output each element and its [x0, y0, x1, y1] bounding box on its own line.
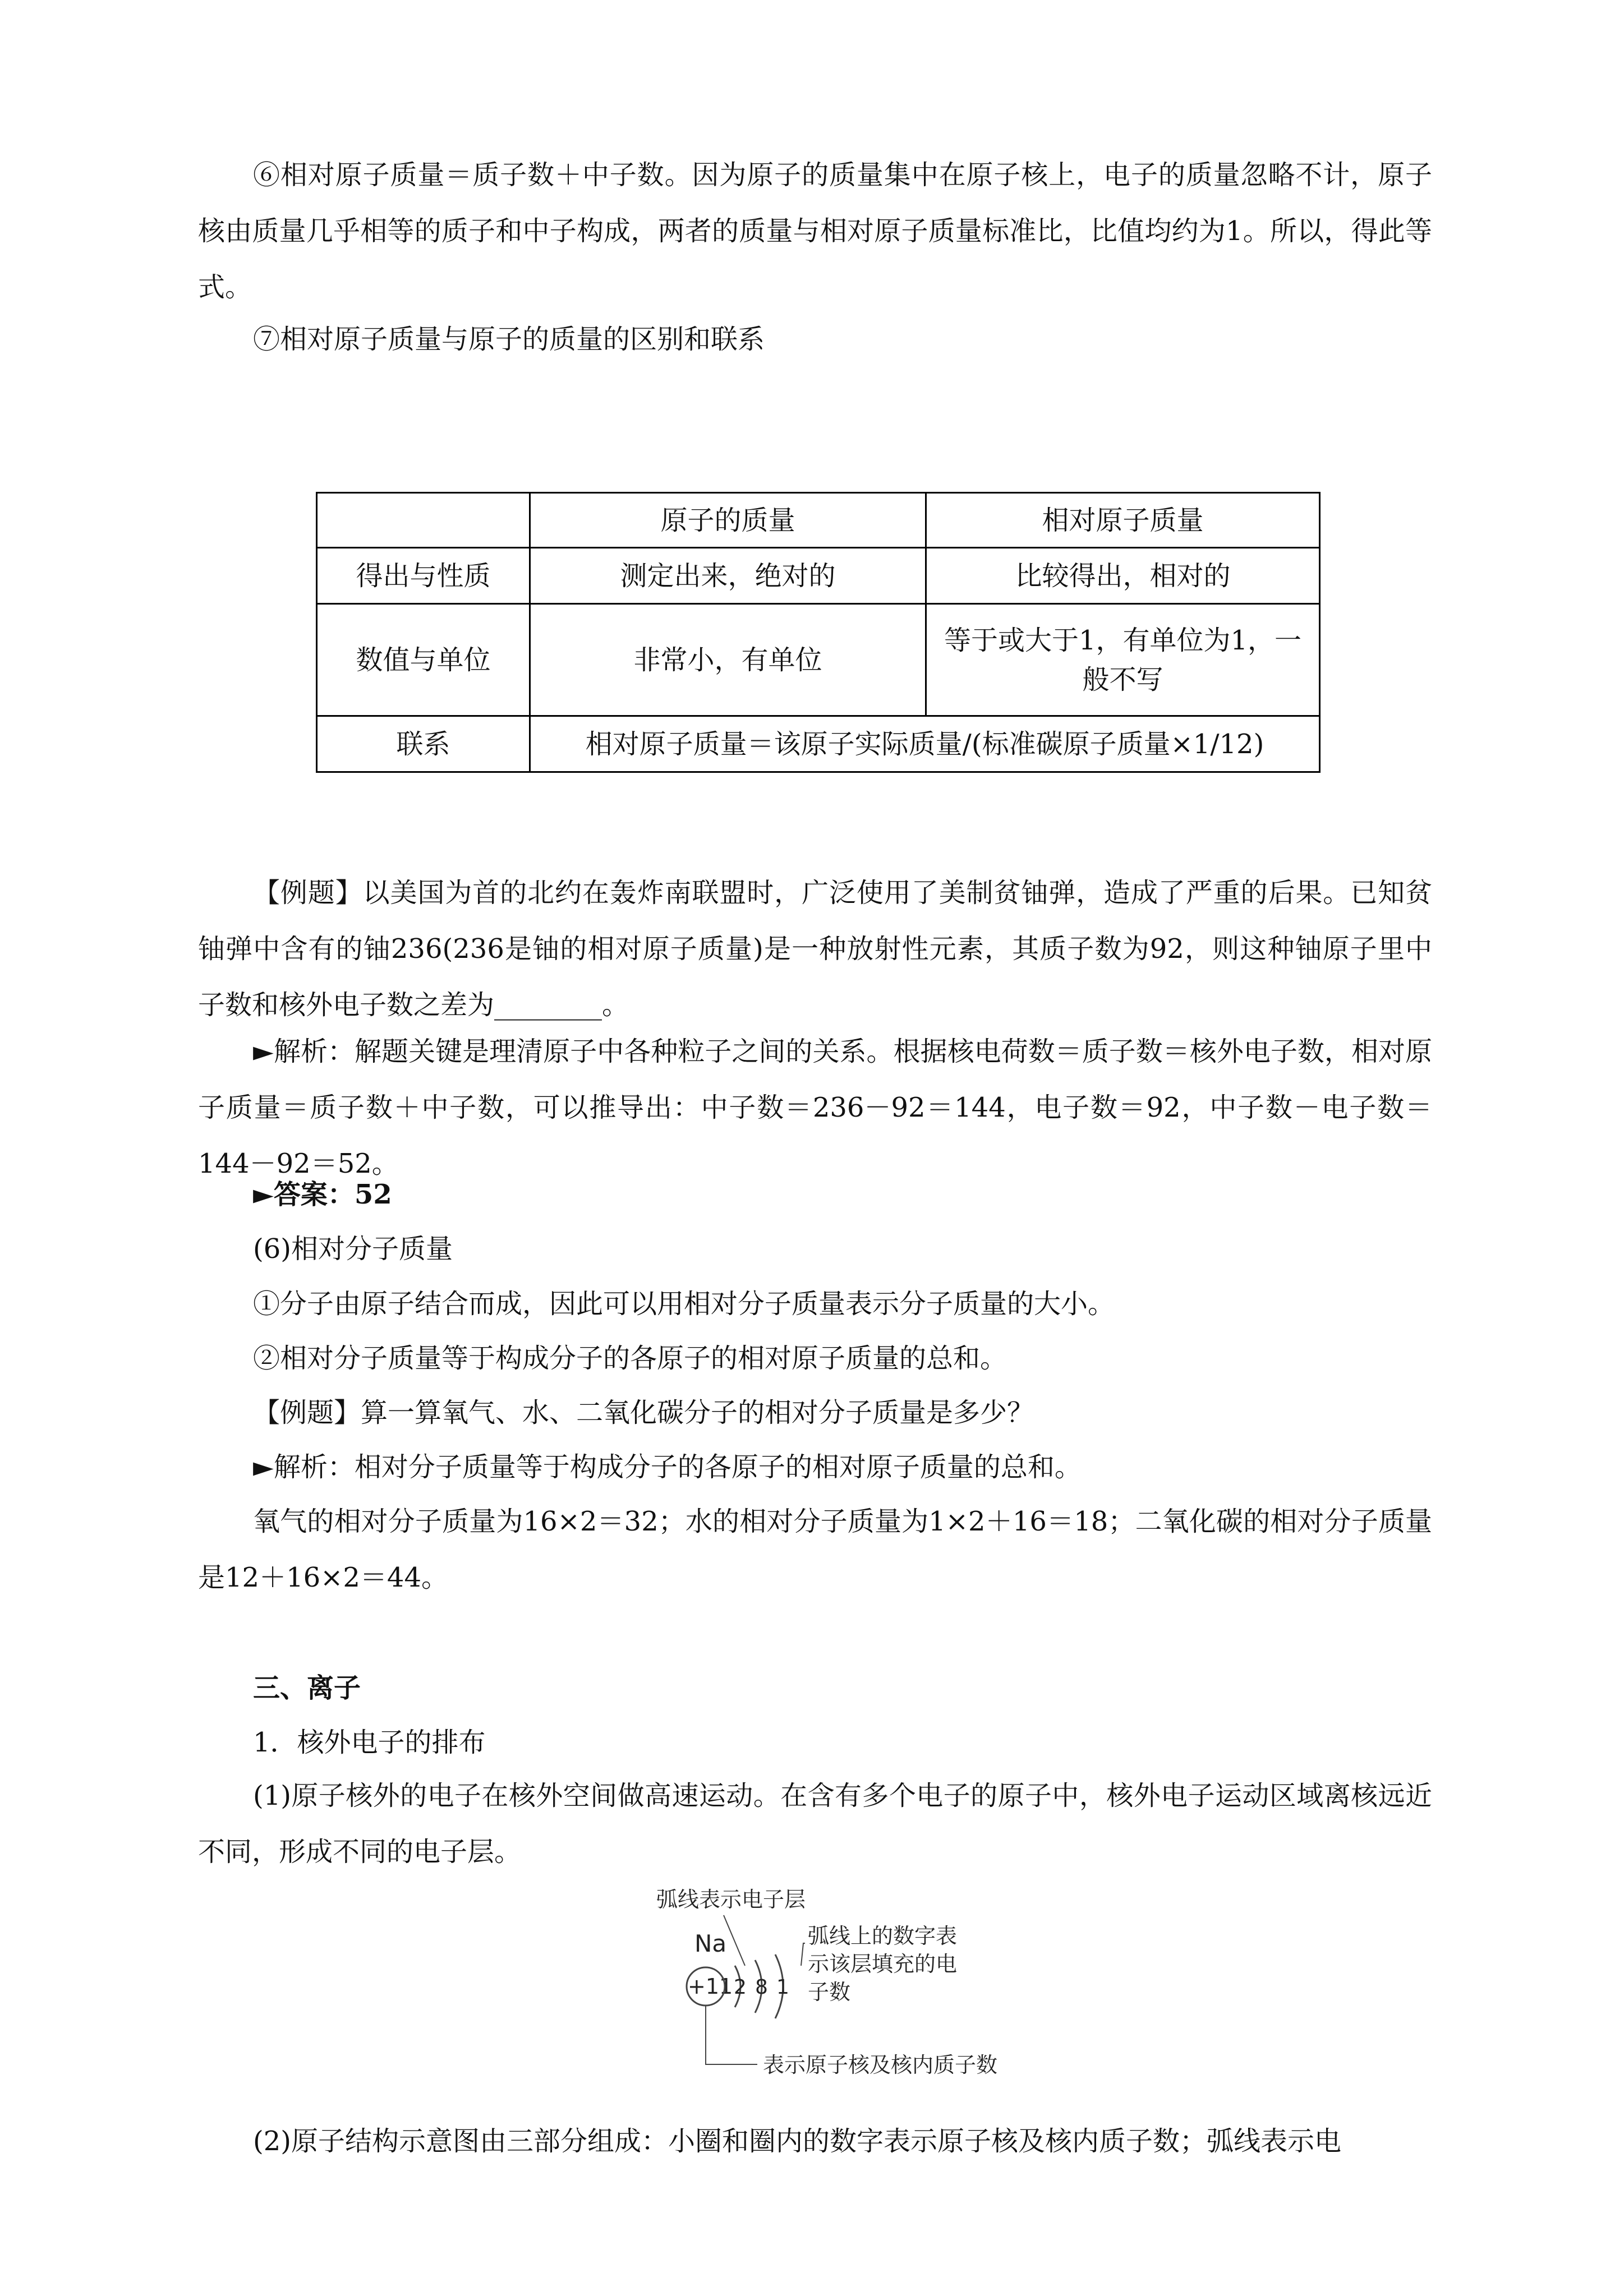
atomic-structure-diagram	[651, 1882, 1077, 2083]
calculation-molecular-mass: 氧气的相对分子质量为16×2＝32；水的相对分子质量为1×2＋16＝18；二氧化碳的相对分子质量是12＋16×2＝44。	[198, 1506, 1432, 1593]
table-row	[317, 493, 1320, 548]
section-ions-title: 三、离子	[253, 1672, 361, 1704]
point-molecule-from-atoms: ①分子由原子结合而成，因此可以用相对分子质量表示分子质量的大小。	[253, 1288, 1115, 1320]
table-cell	[317, 493, 530, 548]
label-arc-electron-layer: 弧线表示电子层	[656, 1887, 806, 1912]
label-shell-number-line3: 子数	[808, 1980, 851, 2004]
section-relative-molecular-mass: (6)相对分子质量	[253, 1233, 453, 1265]
pointer-line	[724, 1915, 745, 1966]
table-cell: 数值与单位	[317, 604, 530, 716]
table-cell: 等于或大于1，有单位为1，一般不写	[926, 604, 1320, 716]
label-nucleus: 表示原子核及核内质子数	[763, 2053, 998, 2077]
table-cell: 原子的质量	[530, 493, 926, 548]
paragraph-structure-diagram: (2)原子结构示意图由三部分组成：小圈和圈内的数字表示原子核及核内质子数；弧线表示电	[253, 2126, 1341, 2157]
nucleus-label: +11	[688, 1974, 733, 1999]
element-symbol: Na	[694, 1930, 727, 1957]
label-shell-number-line1: 弧线上的数字表	[808, 1924, 958, 1948]
table-cell: 相对原子质量＝该原子实际质量/(标准碳原子质量×1/12)	[530, 716, 1320, 772]
shell-electron-count: 2	[734, 1976, 747, 1999]
table-cell: 相对原子质量	[926, 493, 1320, 548]
analysis-molecular-mass: ►解析：相对分子质量等于构成分子的各原子的相对原子质量的总和。	[253, 1451, 1082, 1483]
example-molecular-mass: 【例题】算一算氧气、水、二氧化碳分子的相对分子质量是多少？	[253, 1397, 1034, 1428]
paragraph-electron-layers: (1)原子核外的电子在核外空间做高速运动。在含有多个电子的原子中，核外电子运动区域离核远近不同，形成不同的电子层。	[198, 1780, 1432, 1868]
shell-electron-count: 8	[755, 1976, 768, 1999]
subsection-electron-arrangement: 1．核外电子的排布	[253, 1727, 486, 1758]
table-cell: 联系	[317, 716, 530, 772]
label-shell-number-line2: 示该层填充的电	[808, 1952, 958, 1976]
shell-electron-count: 1	[776, 1976, 789, 1999]
table-row	[317, 716, 1320, 772]
paragraph-relative-atomic-mass-equation: ⑥相对原子质量＝质子数＋中子数。因为原子的质量集中在原子核上，电子的质量忽略不计，原子核由质量几乎相等的质子和中子构成，两者的质量与相对原子质量标准比，比值均约为1。所以，得此等式。	[198, 159, 1432, 303]
table-cell: 测定出来，绝对的	[530, 548, 926, 604]
analysis-uranium: ►解析：解题关键是理清原子中各种粒子之间的关系。根据核电荷数＝质子数＝核外电子数，相对原子质量＝质子数＋中子数，可以推导出：中子数＝236－92＝144，电子数＝92，中子数－电子数＝144－92＝52。	[198, 1036, 1432, 1179]
point-sum-of-atomic-masses: ②相对分子质量等于构成分子的各原子的相对原子质量的总和。	[253, 1343, 1007, 1374]
comparison-table	[316, 492, 1321, 773]
pointer-line	[801, 1943, 805, 1966]
pointer-line	[706, 2006, 757, 2064]
table-row	[317, 604, 1320, 716]
table-cell: 比较得出，相对的	[926, 548, 1320, 604]
example-uranium: 【例题】以美国为首的北约在轰炸南联盟时，广泛使用了美制贫铀弹，造成了严重的后果。已知贫铀弹中含有的铀236(236是铀的相对原子质量)是一种放射性元素，其质子数为92，则这种铀原子里中子数和核外电子数之差为________。	[198, 877, 1432, 1021]
answer-uranium: ►答案：52	[253, 1179, 392, 1210]
table-cell: 非常小，有单位	[530, 604, 926, 716]
table-cell: 得出与性质	[317, 548, 530, 604]
paragraph-difference-heading: ⑦相对原子质量与原子的质量的区别和联系	[253, 324, 765, 355]
table-row	[317, 548, 1320, 604]
